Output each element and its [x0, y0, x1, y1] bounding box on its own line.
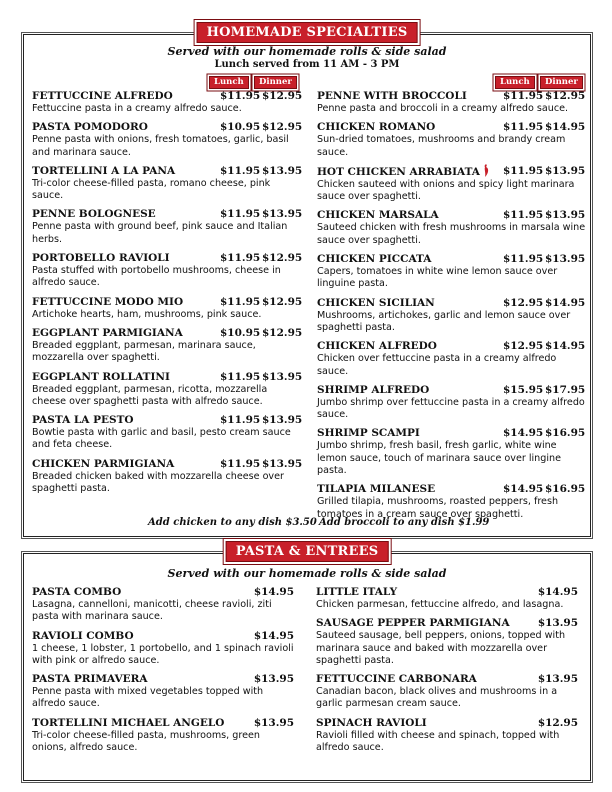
menu-item-name: EGGPLANT ROLLATINI [32, 370, 170, 383]
lunch-price: $11.95 [503, 90, 544, 102]
menu-item-description: Penne pasta with mixed vegetables topped with alfredo sauce. [32, 686, 264, 710]
menu-item-name-wrap [317, 482, 503, 496]
lunch-price: $11.95 [220, 208, 261, 221]
menu-item-description: Fettuccine pasta in a creamy alfredo sauce. [32, 103, 242, 114]
menu-item-header [316, 716, 578, 730]
lunch-price: $11.95 [220, 414, 261, 427]
menu-item-name-wrap [317, 339, 503, 353]
menu-item [32, 716, 294, 755]
dinner-price: $13.95 [262, 164, 303, 177]
menu-item [316, 585, 578, 611]
menu-item-name: PASTA COMBO [32, 586, 122, 598]
dinner-price: $13.95 [545, 209, 586, 222]
dinner-price: $12.95 [262, 90, 303, 102]
dinner-price: $13.95 [262, 370, 303, 383]
entrees-subtitle: Served with our homemade rolls & side salad [167, 567, 447, 580]
menu-item-price: $12.95 [537, 716, 578, 729]
menu-item-name-wrap [317, 252, 503, 266]
dinner-price: $12.95 [262, 295, 303, 308]
lunch-price: $11.95 [220, 295, 261, 308]
lunch-price: $11.95 [220, 164, 261, 177]
lunch-price: $11.95 [220, 90, 261, 102]
menu-item-description: Jumbo shrimp, fresh basil, fresh garlic, white wine lemon sauce, touch of marinara sauce over lingine pasta. [317, 440, 562, 477]
lunch-price: $15.95 [503, 383, 544, 396]
menu-item-header [32, 295, 304, 309]
dinner-price: $14.95 [545, 296, 586, 309]
menu-item [317, 296, 587, 335]
menu-item-name-wrap [32, 295, 220, 309]
menu-item-header [32, 585, 294, 599]
menu-item-header [32, 251, 304, 265]
lunch-label-left: Lunch [209, 76, 249, 89]
menu-item-header [32, 629, 294, 643]
menu-item [32, 295, 304, 321]
menu-item-name-wrap [32, 89, 220, 103]
menu-item [32, 251, 304, 290]
dinner-price: $14.95 [545, 340, 586, 353]
dinner-price: $17.95 [545, 383, 586, 396]
lunch-hours-note: Lunch served from 11 AM - 3 PM [214, 59, 400, 70]
lunch-price: $11.95 [503, 164, 544, 177]
menu-item [32, 457, 304, 496]
homemade-specialties-section [23, 25, 591, 537]
menu-item-name-wrap [317, 208, 503, 222]
dinner-price: $13.95 [262, 457, 303, 470]
menu-item-header [317, 120, 587, 134]
menu-item-header [32, 120, 304, 134]
menu-item-name-wrap [317, 296, 503, 310]
menu-item [32, 207, 304, 246]
menu-item-description: Tri-color cheese-filled pasta, romano cheese, pink sauce. [32, 177, 271, 202]
dinner-price: $13.95 [545, 253, 586, 266]
menu-item-name-wrap [32, 370, 220, 384]
lunch-label-right: Lunch [495, 76, 535, 89]
menu-item-name-wrap [32, 164, 220, 178]
specialties-right-column [317, 89, 587, 526]
menu-item-header [316, 616, 578, 630]
menu-item-header [32, 716, 294, 730]
menu-item-price: $13.95 [253, 673, 294, 686]
specialties-subtitle: Served with our homemade rolls & side salad [167, 45, 447, 58]
menu-item-header [32, 164, 304, 178]
menu-item-name: PORTOBELLO RAVIOLI [32, 252, 170, 265]
menu-item-description: Lasagna, cannelloni, manicotti, cheese ravioli, ziti pasta with marinara sauce. [32, 599, 272, 623]
menu-item-header [32, 89, 304, 103]
menu-item-description: Pasta stuffed with portobello mushrooms, cheese in alfredo sauce. [32, 265, 281, 289]
menu-item-name: CHICKEN SICILIAN [317, 296, 435, 309]
menu-item-price: $13.95 [253, 716, 294, 729]
menu-item [317, 252, 587, 291]
menu-item [317, 208, 587, 247]
menu-item-header [316, 672, 578, 686]
lunch-price: $11.95 [503, 209, 544, 222]
menu-item-header [317, 383, 587, 397]
menu-item-description: Chicken over fettuccine pasta in a creamy alfredo sauce. [317, 353, 557, 377]
dinner-label-left: Dinner [254, 76, 297, 89]
menu-item [317, 339, 587, 378]
menu-item [317, 482, 587, 521]
lunch-price: $14.95 [503, 483, 544, 496]
menu-item-name: RAVIOLI COMBO [32, 629, 134, 642]
menu-item [316, 716, 578, 755]
lunch-price: $10.95 [220, 121, 261, 134]
menu-item-name: PENNE BOLOGNESE [32, 208, 156, 221]
dinner-price: $13.95 [262, 414, 303, 427]
menu-item [316, 672, 578, 711]
dinner-price: $12.95 [545, 90, 586, 102]
menu-item [317, 120, 587, 159]
menu-item-description: Bowtie pasta with garlic and basil, pesto cream sauce and feta cheese. [32, 427, 291, 451]
menu-item-description: Mushrooms, artichokes, garlic and lemon sauce over spaghetti pasta. [317, 309, 571, 333]
menu-item-name: FETTUCCINE ALFREDO [32, 90, 173, 102]
dinner-price: $14.95 [545, 121, 586, 134]
menu-item-name: CHICKEN MARSALA [317, 209, 439, 222]
menu-item-description: Canadian bacon, black olives and mushrooms in a garlic parmesan cream sauce. [316, 686, 558, 710]
menu-item-name: LITTLE ITALY [316, 586, 398, 598]
menu-item [32, 89, 304, 115]
menu-item-price: $14.95 [253, 586, 294, 598]
menu-item-description: Artichoke hearts, ham, mushrooms, pink sauce. [32, 308, 262, 320]
menu-item-header [317, 164, 587, 179]
menu-item-description: Breaded eggplant, parmesan, marinara sauce, mozzarella over spaghetti. [32, 339, 256, 364]
menu-item-name-wrap [317, 120, 503, 134]
menu-item-description: Jumbo shrimp over fettuccine pasta in a creamy alfredo sauce. [317, 396, 585, 421]
menu-item [317, 426, 587, 477]
lunch-price: $12.95 [503, 296, 544, 309]
lunch-price: $11.95 [220, 457, 261, 470]
dinner-price: $13.95 [545, 164, 586, 177]
menu-item-name: SAUSAGE PEPPER PARMIGIANA [316, 617, 510, 630]
menu-item-header [317, 208, 587, 222]
menu-item-header [317, 296, 587, 310]
menu-item-name-wrap [317, 426, 503, 440]
menu-item-price: $13.95 [537, 673, 578, 686]
menu-item-header [32, 370, 304, 384]
menu-item-name-wrap [32, 413, 220, 427]
menu-item [32, 413, 304, 452]
menu-item [32, 629, 294, 668]
lunch-price: $11.95 [220, 370, 261, 383]
dinner-price: $16.95 [545, 427, 586, 440]
specialties-left-column [32, 89, 304, 500]
chili-pepper-icon [482, 164, 490, 179]
menu-item-description: Sun-dried tomatoes, mushrooms and brandy cream sauce. [317, 134, 566, 158]
menu-item-name: SHRIMP SCAMPI [317, 427, 420, 440]
lunch-price: $11.95 [503, 121, 544, 134]
menu-item-header [316, 585, 578, 599]
menu-item [32, 370, 304, 409]
menu-item-header [317, 252, 587, 266]
menu-item-price: $14.95 [537, 586, 578, 598]
menu-item [32, 326, 304, 365]
menu-item-price: $14.95 [253, 629, 294, 642]
menu-item-description: Capers, tomatoes in white wine lemon sauce over linguine pasta. [317, 266, 558, 290]
menu-item-header [32, 207, 304, 221]
menu-item-description: Breaded chicken baked with mozzarella cheese over spaghetti pasta. [32, 470, 284, 495]
menu-item-header [317, 482, 587, 496]
menu-item-description: Tri-color cheese-filled pasta, mushrooms, green onions, alfredo sauce. [32, 729, 260, 754]
menu-item-description: Penne pasta and broccoli in a creamy alfredo sauce. [317, 103, 569, 114]
menu-item-description: Ravioli filled with cheese and spinach, topped with alfredo sauce. [316, 729, 560, 754]
add-chicken-note: Add chicken to any dish $3.50 [148, 517, 317, 528]
menu-item-name-wrap [32, 326, 220, 340]
menu-item-header [317, 339, 587, 353]
menu-item [317, 89, 587, 115]
menu-item-price: $13.95 [537, 617, 578, 630]
menu-item-description: Grilled tilapia, mushrooms, roasted peppers, fresh tomatoes in a cream sauce over spaghetti. [317, 496, 559, 520]
menu-item [32, 585, 294, 624]
dinner-price: $12.95 [262, 252, 303, 265]
menu-item-name: FETTUCCINE MODO MIO [32, 295, 184, 308]
menu-item [317, 164, 587, 204]
dinner-price: $13.95 [262, 208, 303, 221]
menu-item-header [317, 89, 587, 103]
menu-item-name-wrap [32, 251, 220, 265]
menu-item-name: PASTA LA PESTO [32, 414, 134, 427]
menu-item-name-wrap [32, 457, 220, 471]
dinner-price: $16.95 [545, 483, 586, 496]
menu-item [316, 616, 578, 667]
entrees-right-column [316, 585, 578, 759]
menu-item-name: SHRIMP ALFREDO [317, 383, 430, 396]
menu-item-name-wrap [317, 383, 503, 397]
menu-item-name: EGGPLANT PARMIGIANA [32, 326, 183, 339]
section-title-entrees: PASTA & ENTREES [226, 541, 389, 562]
menu-item-name: TORTELLINI MICHAEL ANGELO [32, 716, 225, 729]
lunch-price: $10.95 [220, 326, 261, 339]
menu-item-header [32, 413, 304, 427]
menu-item-name: CHICKEN PARMIGIANA [32, 457, 175, 470]
menu-item-name: PASTA PRIMAVERA [32, 673, 148, 686]
lunch-price: $12.95 [503, 340, 544, 353]
section-title-specialties: HOMEMADE SPECIALTIES [197, 22, 418, 43]
menu-item-name: PENNE WITH BROCCOLI [317, 90, 467, 102]
menu-item-header [32, 457, 304, 471]
dinner-price: $12.95 [262, 121, 303, 134]
lunch-price: $14.95 [503, 427, 544, 440]
menu-item-name: TORTELLINI A LA PANA [32, 164, 176, 177]
menu-item-description: Chicken parmesan, fettuccine alfredo, and lasagna. [316, 599, 564, 610]
menu-item-description: Sauteed sausage, bell peppers, onions, topped with marinara sauce and baked with mozzarella over spaghetti pasta. [316, 630, 566, 666]
menu-item-name-wrap [317, 164, 503, 179]
menu-item-name: PASTA POMODORO [32, 121, 148, 134]
menu-item-name-wrap [317, 89, 503, 103]
menu-item-description: Penne pasta with ground beef, pink sauce and Italian herbs. [32, 221, 288, 245]
menu-item-name: SPINACH RAVIOLI [316, 716, 427, 729]
menu-item-description: 1 cheese, 1 lobster, 1 portobello, and 1 spinach ravioli with pink or alfredo sauce. [32, 642, 294, 666]
menu-item-header [317, 426, 587, 440]
menu-item-name-wrap [32, 120, 220, 134]
menu-item-name: CHICKEN PICCATA [317, 253, 432, 266]
menu-item [32, 164, 304, 203]
menu-item-header [32, 672, 294, 686]
menu-item-name: CHICKEN ALFREDO [317, 340, 437, 353]
lunch-price: $11.95 [220, 252, 261, 265]
lunch-price: $11.95 [503, 253, 544, 266]
menu-item-description: Sauteed chicken with fresh mushrooms in marsala wine sauce over spaghetti. [317, 222, 586, 246]
menu-item-description: Chicken sauteed with onions and spicy light marinara sauce over spaghetti. [317, 178, 575, 203]
pasta-entrees-section [23, 544, 591, 781]
dinner-label-right: Dinner [540, 76, 583, 89]
menu-item-name: HOT CHICKEN ARRABIATA [317, 165, 480, 178]
menu-item [32, 672, 294, 711]
menu-item-name-wrap [32, 207, 220, 221]
menu-item [317, 383, 587, 422]
menu-item [32, 120, 304, 159]
dinner-price: $12.95 [262, 326, 303, 339]
menu-item-description: Penne pasta with onions, fresh tomatoes, garlic, basil and marinara sauce. [32, 134, 289, 158]
menu-item-header [32, 326, 304, 340]
add-broccoli-note: Add broccoli to any dish $1.99 [319, 517, 490, 528]
entrees-left-column [32, 585, 294, 759]
menu-item-name: FETTUCCINE CARBONARA [316, 673, 477, 686]
menu-item-description: Breaded eggplant, parmesan, ricotta, mozzarella cheese over spaghetti pasta with alfredo sauce. [32, 383, 268, 407]
menu-item-name: TILAPIA MILANESE [317, 483, 436, 496]
menu-item-name: CHICKEN ROMANO [317, 121, 436, 134]
